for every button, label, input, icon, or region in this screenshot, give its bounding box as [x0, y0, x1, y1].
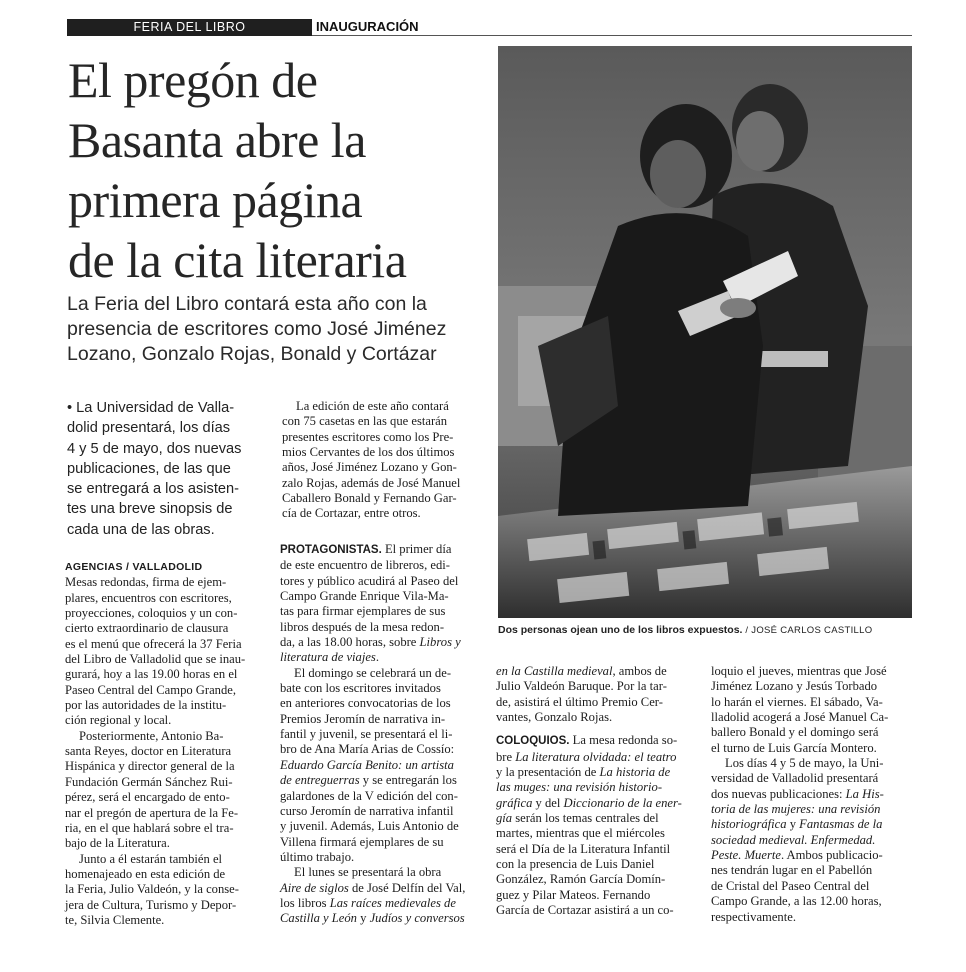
text-line: jera de Cultura, Turismo y Depor- [65, 897, 237, 912]
text-line: La edición de este año contará [296, 399, 449, 413]
text-line: el turno de Luis García Montero. [711, 740, 877, 755]
text-line [711, 802, 911, 817]
text-line: Fundación Germán Sánchez Rui- [65, 774, 233, 789]
text-line: mios Cervantes de los dos últimos [282, 445, 455, 460]
summary-line: cada una de las obras. [67, 521, 215, 538]
text-line [496, 780, 692, 795]
text-line: bro de Ana María Arias de Cossío: [280, 742, 455, 757]
text-line: libros después de la mesa redon- [280, 619, 445, 634]
text-line [280, 881, 478, 896]
text-line [280, 650, 478, 665]
photo-credit: / JOSÉ CARLOS CASTILLO [742, 625, 873, 636]
subtitle-line: Lozano, Gonzalo Rojas, Bonald y Cortázar [67, 343, 437, 365]
section-heading-coloquios: COLOQUIOS. [496, 735, 570, 748]
article-column-2-intro [282, 399, 477, 522]
byline: AGENCIAS / VALLADOLID [65, 561, 203, 573]
text-run: El primer día [381, 542, 452, 556]
caption-text: Dos personas ojean uno de los libros expuestos. [498, 624, 743, 636]
italic-title: sociedad medieval. Enfermedad. [711, 832, 876, 847]
text-run: La mesa redonda so- [569, 733, 678, 748]
text-line [280, 911, 478, 926]
text-line: plares, encuentros con escritores, [65, 590, 232, 605]
subtitle-line: La Feria del Libro contará esta año con la [67, 293, 427, 315]
italic-title: La literatura olvidada: el teatro [515, 749, 677, 764]
text-line [496, 733, 692, 749]
text-line: tas para firmar ejemplares de sus [280, 604, 446, 619]
text-line: martes, mientras que el miércoles [496, 826, 665, 841]
text-line: galardones de la V edición del con- [280, 788, 458, 803]
text-line [496, 750, 692, 765]
text-line [280, 773, 478, 788]
section-label: FERIA DEL LIBRO [133, 20, 246, 34]
text-run: bre [496, 749, 516, 764]
summary-line: se entregará a los asisten- [67, 481, 239, 498]
text-line [711, 833, 911, 848]
text-line: gurará, hoy a las 19.00 horas en el [65, 667, 238, 682]
text-line [280, 542, 478, 558]
italic-title: de entreguerras [280, 773, 360, 788]
headline-line: de la cita literaria [68, 232, 407, 288]
text-line: respectivamente. [711, 909, 796, 924]
text-line: presentes escritores como los Pre- [282, 429, 454, 444]
text-line: santa Reyes, doctor en Literatura [65, 744, 232, 759]
text-line: Julio Valdeón Baruque. Por la tar- [496, 679, 667, 694]
text-line: Mesas redondas, firma de ejem- [65, 575, 227, 590]
article-column-4 [711, 664, 911, 925]
text-run: los libros [280, 895, 330, 910]
text-line: vantes, Gonzalo Rojas. [496, 710, 613, 725]
header-rule [312, 35, 912, 36]
text-line: lo harán el viernes. El sábado, Va- [711, 694, 883, 709]
text-line: El domingo se celebrará un de- [294, 665, 452, 680]
headline-line: primera página [68, 172, 363, 228]
italic-title: Fantasmas de la [799, 817, 883, 832]
text-line: la Feria, Julio Valdeón, y la conse- [65, 882, 239, 897]
text-line: pérez, será el encargado de ento- [65, 790, 230, 805]
text-run: y [356, 911, 370, 926]
text-line: García de Cortazar asistirá a un co- [496, 903, 674, 918]
text-line: Campo Grande, a las 12.00 horas, [711, 894, 882, 909]
article-column-3 [496, 664, 692, 919]
text-line: versidad de Valladolid presentará [711, 771, 879, 786]
text-line: años, José Jiménez Lozano y Gon- [282, 460, 457, 475]
italic-title: Libros y [419, 635, 461, 650]
text-line: Jiménez Lozano y Jesús Torbado [711, 679, 878, 694]
headline [68, 50, 488, 290]
text-line: Posteriormente, Antonio Ba- [79, 728, 224, 743]
text-line: Hispánica y director general de la [65, 759, 235, 774]
text-run: de José Delfín del Val, [348, 880, 466, 895]
text-line [711, 848, 911, 863]
text-line: de, asistirá el último Premio Cer- [496, 694, 663, 709]
text-line [496, 796, 692, 811]
text-run: . Ambos publicacio- [780, 848, 883, 863]
text-line: proyecciones, coloquios y un con- [65, 606, 238, 621]
article-column-2 [280, 542, 478, 927]
text-run: . [375, 650, 379, 665]
subtitle-line: presencia de escritores como José Jiménez [67, 318, 447, 340]
article-column-1 [65, 560, 257, 928]
text-line: guez y Pilar Mateos. Fernando [496, 887, 651, 902]
text-line: de Cristal del Paseo Central del [711, 878, 870, 893]
text-line: tores y público acudirá al Paseo del [280, 573, 459, 588]
text-line [496, 811, 692, 826]
text-line: ballero Bonald y el domingo será [711, 725, 879, 740]
text-line: homenajeado en esta edición de [65, 866, 226, 881]
text-line: te, Silvia Clemente. [65, 912, 165, 927]
text-line: cía de Cortazar, entre otros. [282, 506, 421, 521]
text-line: Los días 4 y 5 de mayo, la Uni- [725, 756, 884, 771]
italic-title: Peste. Muerte [711, 848, 781, 863]
text-line: Junto a él estarán también el [79, 851, 223, 866]
text-line [280, 896, 478, 911]
text-run: y [786, 817, 800, 832]
text-line: nes tendrán lugar en el Pabellón [711, 863, 873, 878]
text-line: es el menú que ofrecerá la 37 Feria [65, 636, 242, 651]
text-line: loquio el jueves, mientras que José [711, 664, 887, 678]
italic-title: La historia de [599, 765, 671, 780]
text-line: por las autoridades de la institu- [65, 698, 227, 713]
italic-title: Aire de siglos [280, 880, 349, 895]
text-line [280, 758, 478, 773]
italic-title: en la Castilla medieval [496, 664, 613, 678]
text-run: dos nuevas publicaciones: [711, 786, 846, 801]
text-line [711, 787, 911, 802]
italic-title: gía [496, 811, 513, 826]
italic-title: Eduardo García Benito: un artista [280, 757, 454, 772]
text-line [496, 765, 692, 780]
summary-line: 4 y 5 de mayo, dos nuevas [67, 440, 242, 457]
italic-title: toria de las mujeres: una revisión [711, 802, 881, 817]
text-line: fantil y juvenil, se presentará el li- [280, 727, 453, 742]
text-line: en anteriores convocatorias de los [280, 696, 451, 711]
text-line: lladolid acogerá a José Manuel Ca- [711, 710, 889, 725]
italic-title: Judíos y conversos [369, 911, 465, 926]
text-line [496, 664, 692, 679]
text-line: del Libro de Valladolid que se inau- [65, 652, 246, 667]
italic-title: historiográfica [711, 817, 787, 832]
photo-caption [498, 624, 912, 636]
text-line: con 75 casetas en las que estarán [282, 414, 448, 429]
summary-box [67, 398, 255, 540]
text-line: curso Jeromín de narrativa infantil [280, 803, 454, 818]
italic-title: Castilla y León [280, 911, 357, 926]
text-line: bajo de la Literatura. [65, 836, 170, 851]
subtitle [67, 292, 487, 367]
text-line: nar el pregón de apertura de la Fe- [65, 805, 239, 820]
text-run: serán los temas centrales del [512, 811, 659, 826]
italic-title: las muges: una revisión historio- [496, 780, 663, 795]
text-run: y la presentación de [496, 765, 600, 780]
italic-title: gráfica [496, 795, 533, 810]
text-run: , ambos de [612, 664, 667, 678]
text-line: será el Día de la Literatura Infantil [496, 841, 671, 856]
italic-title: Diccionario de la ener- [563, 795, 682, 810]
text-run: y del [532, 795, 564, 810]
italic-title: Las raíces medievales de [329, 895, 456, 910]
summary-line: • La Universidad de Valla- [67, 400, 235, 416]
text-line: Paseo Central del Campo Grande, [65, 682, 237, 697]
section-heading-protagonistas: PROTAGONISTAS. [280, 544, 382, 556]
text-line: Premios Jeromín de narrativa in- [280, 711, 446, 726]
headline-line: El pregón de [68, 52, 318, 108]
summary-line: tes una breve sinopsis de [67, 501, 233, 518]
text-line: zalo Rojas, además de José Manuel [282, 475, 461, 490]
text-line: Villena firmará ejemplares de su [280, 834, 444, 849]
text-line: bate con los escritores invitados [280, 681, 441, 696]
italic-title: La His- [845, 786, 884, 801]
text-line: Caballero Bonald y Fernando Gar- [282, 491, 457, 506]
text-line [711, 817, 911, 832]
text-line: Campo Grande Enrique Vila-Ma- [280, 589, 449, 604]
text-line: ria, en el que hablará sobre el tra- [65, 820, 234, 835]
summary-line: dolid presentará, los días [67, 420, 231, 437]
topic-label: INAUGURACIÓN [316, 19, 419, 34]
text-line: El lunes se presentará la obra [294, 865, 442, 880]
text-line: ción regional y local. [65, 713, 172, 728]
italic-title: literatura de viajes [280, 650, 376, 665]
text-run: y se entregarán los [359, 773, 457, 788]
text-line [280, 635, 478, 650]
summary-line: publicaciones, de las que [67, 460, 231, 477]
text-line: de este encuentro de libreros, edi- [280, 558, 450, 573]
text-line: González, Ramón García Domín- [496, 872, 666, 887]
text-run: da, a las 18.00 horas, sobre [280, 635, 420, 650]
text-line: cierto extraordinario de clausura [65, 621, 229, 636]
text-line: con la presencia de Luis Daniel [496, 857, 655, 872]
text-line: último trabajo. [280, 849, 355, 864]
text-line: y juvenil. Además, Luis Antonio de [280, 819, 459, 834]
headline-line: Basanta abre la [68, 112, 366, 168]
news-photo [498, 46, 912, 618]
